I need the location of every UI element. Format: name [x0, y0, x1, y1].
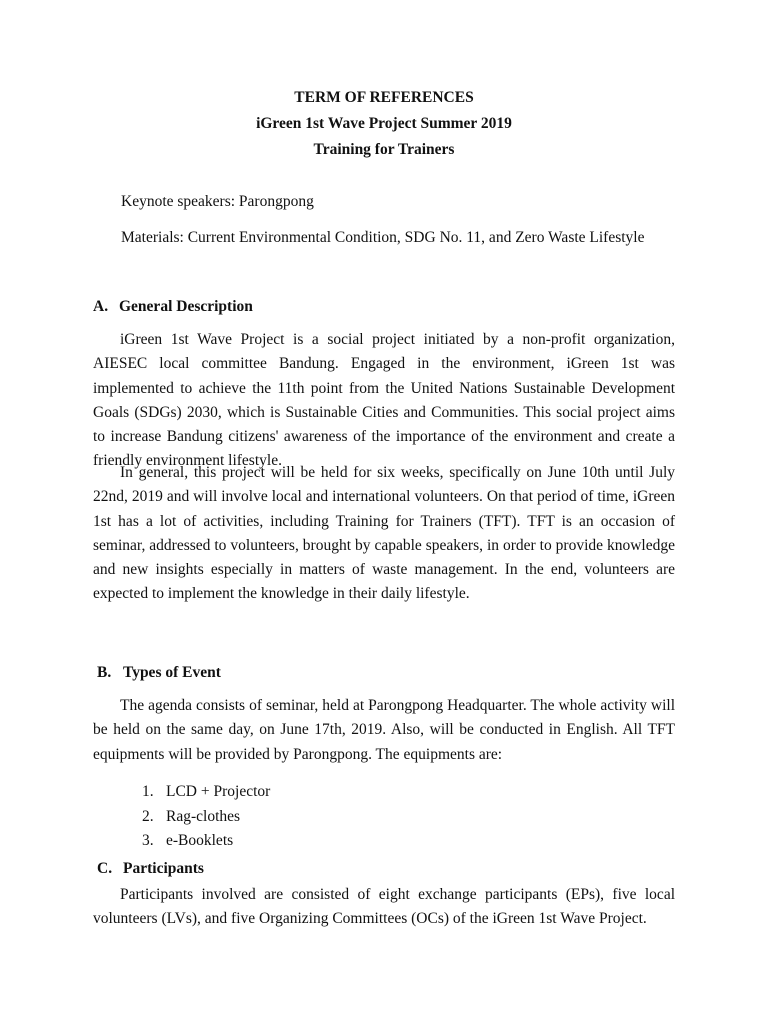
section-b-heading [97, 663, 221, 683]
section-a-heading [93, 297, 253, 317]
document-title-block [0, 85, 768, 163]
list-item: 1. LCD + Projector [142, 783, 271, 800]
section-a-title: General Description [119, 298, 253, 315]
section-b-title: Types of Event [123, 664, 221, 681]
document-title: TERM OF REFERENCES [294, 89, 474, 106]
keynote-speakers: Keynote speakers: Parongpong [121, 193, 314, 210]
section-c-letter: C. [97, 860, 113, 877]
section-b-paragraph-1: The agenda consists of seminar, held at Parongpong Headquarter. The whole activity will be held on the same day, on June 17th, 2019. Also, will be conducted in English. All TFT equipments will be provided by Parongpong. The equipments are: [93, 697, 675, 763]
section-b-letter: B. [97, 664, 112, 681]
section-c-heading [97, 859, 204, 879]
section-c-title: Participants [123, 860, 204, 877]
equipment-list [142, 780, 270, 854]
list-item: 2. Rag-clothes [142, 807, 241, 825]
materials: Materials: Current Environmental Condition, SDG No. 11, and Zero Waste Lifestyle [121, 229, 645, 246]
section-a-paragraph-1: iGreen 1st Wave Project is a social project initiated by a non-profit organization, AIESEC local committee Bandung. Engaged in the environment, iGreen 1st was implemented to achieve the 11th point from the United Nations Sustainable Development Goals (SDGs) 2030, which is Sustainable Cities and Communities. This social project aims to increase Bandung citizens' awareness of the importance of the environment and create a friendly environment lifestyle. [93, 331, 675, 470]
section-c-paragraph-1: Participants involved are consisted of eight exchange participants (EPs), five local volunteers (LVs), and five Organizing Committees (OCs) of the iGreen 1st Wave Project. [93, 886, 675, 928]
section-a-paragraph-2: In general, this project will be held for six weeks, specifically on June 10th until July 22nd, 2019 and will involve local and international volunteers. On that period of time, iGreen 1st has a lot of activities, including Training for Trainers (TFT). TFT is an occasion of seminar, addressed to volunteers, brought by capable speakers, in order to provide knowledge and new insights especially in matters of waste management. In the end, volunteers are expected to implement the knowledge in their daily lifestyle. [93, 464, 675, 603]
list-item: 3. e-Booklets [142, 832, 234, 849]
project-name: iGreen 1st Wave Project Summer 2019 [256, 115, 512, 132]
section-a-letter: A. [93, 298, 109, 315]
document-subtitle: Training for Trainers [313, 141, 455, 158]
